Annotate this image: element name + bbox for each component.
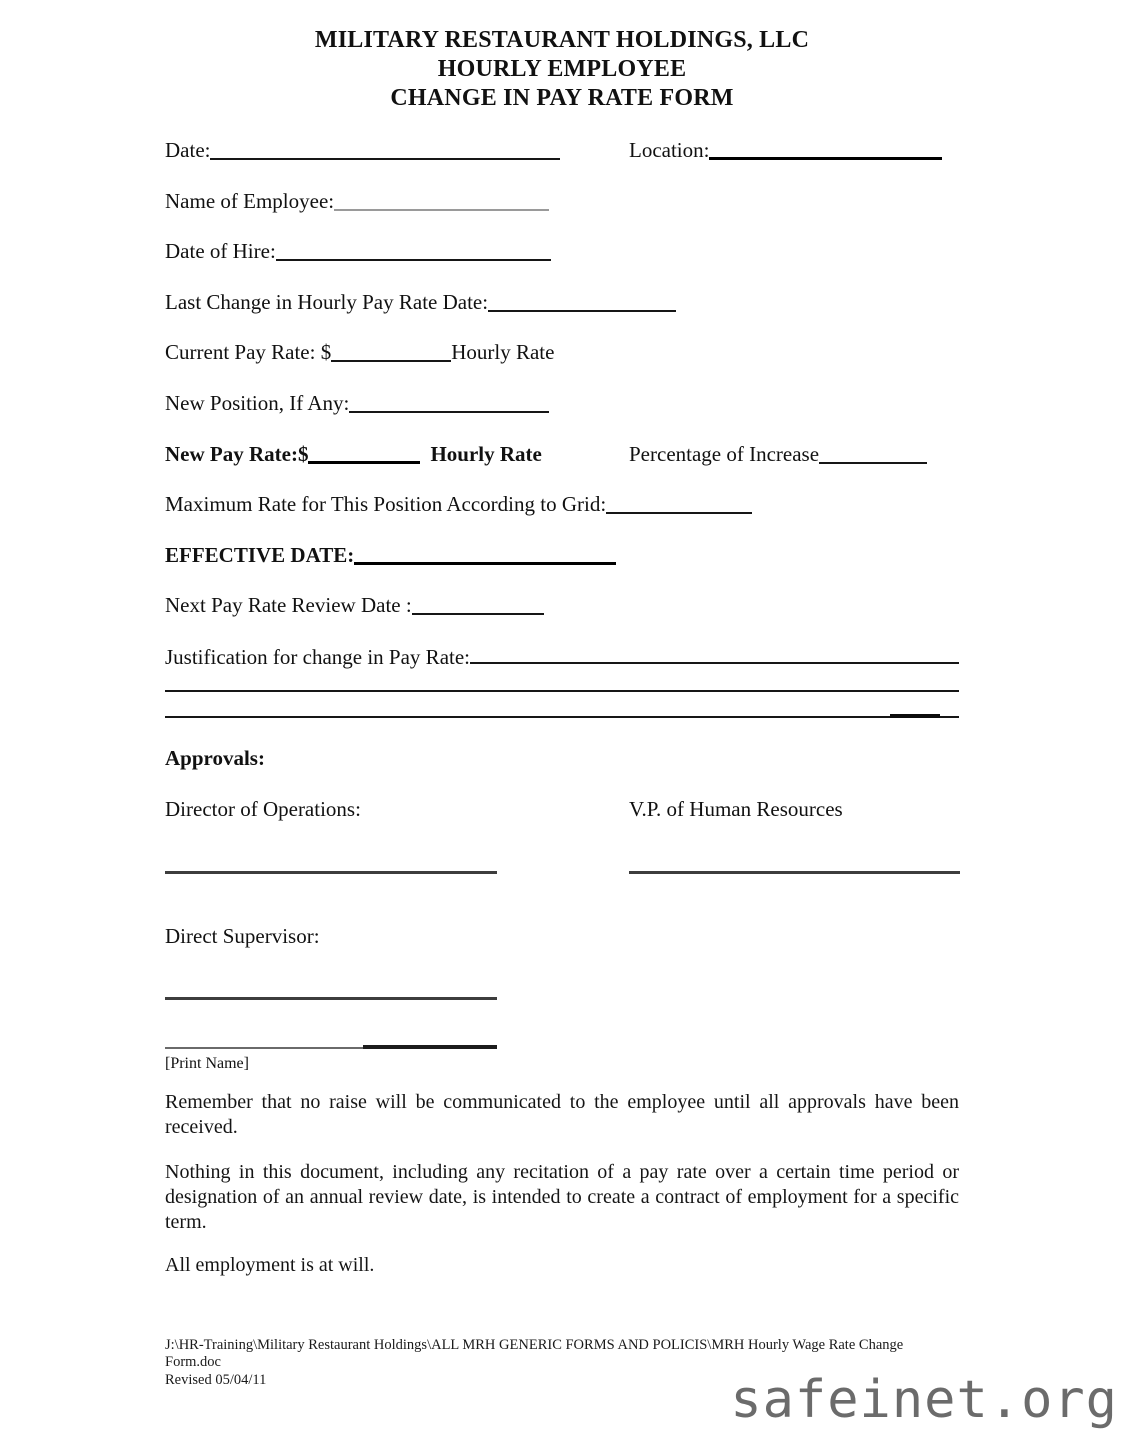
justification-field-line[interactable]	[470, 662, 959, 664]
location-label: Location:	[629, 138, 710, 162]
last-change-field-line[interactable]	[488, 310, 676, 312]
justification-line-3[interactable]	[165, 716, 959, 718]
percentage-increase-field-line[interactable]	[819, 462, 927, 464]
effective-date-row	[165, 542, 616, 568]
notice-at-will: All employment is at will.	[165, 1254, 375, 1276]
location-field-line[interactable]	[709, 157, 942, 160]
current-pay-row	[165, 339, 554, 365]
director-operations-label: Director of Operations:	[165, 797, 361, 821]
current-pay-rate-label: Current Pay Rate: $	[165, 340, 332, 364]
next-review-row	[165, 592, 544, 618]
new-pay-hourly-rate-suffix: Hourly Rate	[430, 442, 542, 466]
form-title-line2: HOURLY EMPLOYEE	[437, 56, 687, 82]
justification-line-2[interactable]	[165, 690, 959, 692]
next-review-field-line[interactable]	[412, 613, 544, 615]
percentage-increase-row	[629, 441, 927, 467]
percentage-increase-label: Percentage of Increase	[629, 442, 820, 466]
current-pay-rate-field-line[interactable]	[331, 360, 451, 362]
employee-name-field-line[interactable]	[334, 209, 549, 211]
form-title	[0, 26, 1124, 113]
form-title-line3: CHANGE IN PAY RATE FORM	[390, 85, 734, 111]
justification-line-3-bold-mark	[890, 714, 940, 718]
supervisor-signature-line[interactable]	[165, 997, 497, 1000]
date-of-hire-label: Date of Hire:	[165, 239, 276, 263]
date-field-line[interactable]	[210, 158, 560, 160]
file-path-text: J:\HR-Training\Military Restaurant Holdings\ALL MRH GENERIC FORMS AND POLICIS\MRH Hourly Wage Rate Change Form.doc	[165, 1337, 904, 1370]
print-name-line-thick[interactable]	[363, 1045, 497, 1049]
effective-date-label: EFFECTIVE DATE:	[165, 543, 355, 567]
date-of-hire-field-line[interactable]	[276, 259, 551, 261]
new-pay-rate-field-line[interactable]	[308, 461, 420, 464]
justification-label: Justification for change in Pay Rate:	[165, 645, 471, 669]
revised-text: Revised 05/04/11	[165, 1372, 267, 1388]
new-position-row	[165, 390, 549, 416]
approvals-heading: Approvals:	[165, 746, 265, 770]
max-rate-field-line[interactable]	[606, 512, 752, 514]
justification-row	[165, 644, 959, 670]
date-of-hire-row	[165, 238, 551, 264]
date-row	[165, 137, 560, 163]
current-pay-hourly-rate-suffix: Hourly Rate	[451, 340, 555, 364]
employee-name-label: Name of Employee:	[165, 189, 335, 213]
new-position-label: New Position, If Any:	[165, 391, 350, 415]
max-rate-label: Maximum Rate for This Position According to Grid:	[165, 492, 607, 516]
notice-no-contract: Nothing in this document, including any recitation of a pay rate over a certain time period or designation of an annual review date, is intended to create a contract of employment for a specific term.	[165, 1161, 959, 1233]
new-pay-rate-label: New Pay Rate:$	[165, 442, 309, 466]
form-title-line1: MILITARY RESTAURANT HOLDINGS, LLC	[314, 27, 810, 53]
print-name-line-thin[interactable]	[165, 1047, 365, 1049]
employee-name-row	[165, 188, 549, 214]
next-review-label: Next Pay Rate Review Date :	[165, 593, 412, 617]
date-label: Date:	[165, 138, 211, 162]
notice-no-raise: Remember that no raise will be communicated to the employee until all approvals have been received.	[165, 1091, 959, 1138]
new-pay-row	[165, 441, 542, 467]
watermark-text: safeinet.org	[730, 1370, 1118, 1430]
effective-date-field-line[interactable]	[354, 562, 616, 565]
director-signature-line[interactable]	[165, 871, 497, 874]
vp-signature-line[interactable]	[629, 871, 960, 874]
last-change-label: Last Change in Hourly Pay Rate Date:	[165, 290, 489, 314]
print-name-label: [Print Name]	[165, 1055, 249, 1072]
direct-supervisor-label: Direct Supervisor:	[165, 924, 320, 948]
max-rate-row	[165, 491, 752, 517]
last-change-row	[165, 289, 676, 315]
location-row	[629, 137, 942, 163]
vp-hr-label: V.P. of Human Resources	[629, 797, 843, 821]
new-position-field-line[interactable]	[349, 411, 549, 413]
